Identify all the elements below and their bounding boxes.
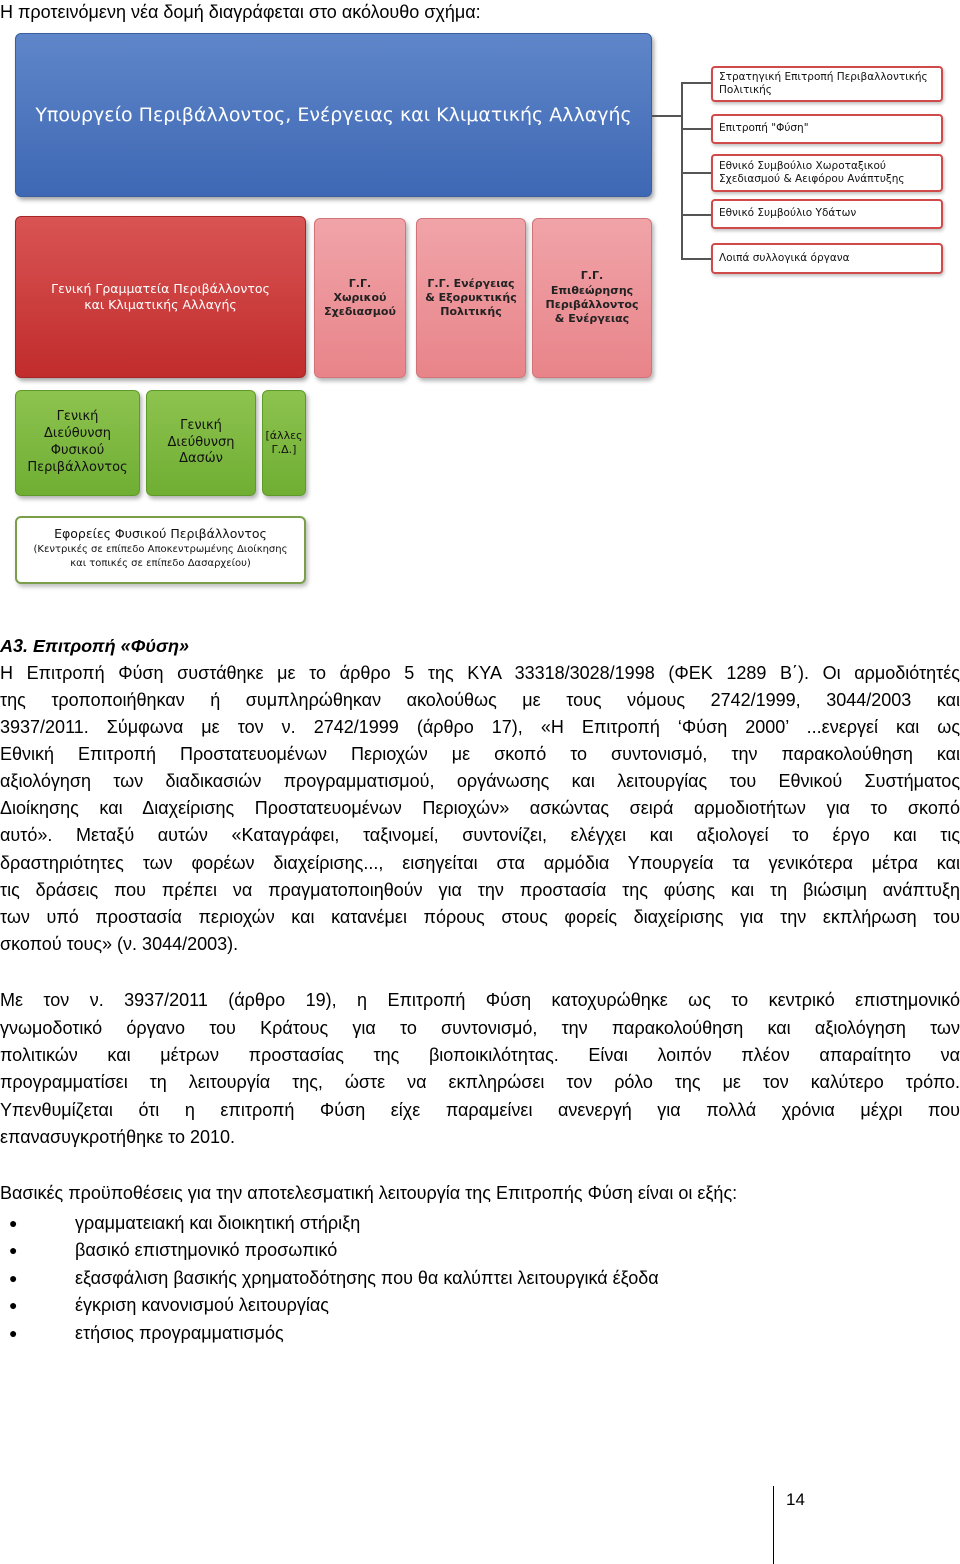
gg-spatial-label: Γ.Γ. Χωρικού Σχεδιασμού (324, 276, 396, 319)
eforeies-box (15, 516, 306, 584)
paragraph-line: Διοίκησης και Διαχείρισης Προστατευομένων Περιοχών» ασκώντας σειρά αρμοδιοτήτων για το σκοπό (0, 798, 960, 818)
paragraph-line: τις δράσεις που πρέπει να πραγματοποιηθούν για την προστασία της φύσης και τη βιώσιμη ανάπτυξη (0, 880, 960, 900)
connector-branch (681, 128, 711, 130)
side-label: Λοιπά συλλογικά όργανα (719, 251, 850, 264)
section-heading: Α3. Επιτροπή «Φύση» (0, 636, 189, 656)
side-box-strategic-committee (711, 66, 943, 102)
eforeies-title: Εφορείες Φυσικού Περιβάλλοντος (54, 526, 267, 541)
paragraph-line: 3937/2011. Σύμφωνα με τον ν. 2742/1999 (άρθρο 17), «Η Επιτροπή ‘Φύση 2000’ ...ενεργεί και ως (0, 717, 960, 737)
side-label: Εθνικό Συμβούλιο Χωροταξικού Σχεδιασμού & Αειφόρου Ανάπτυξης (719, 159, 905, 185)
connector-trunk (681, 82, 683, 258)
ministry-box (15, 33, 652, 197)
paragraph-line: σκοπού τους» (ν. 3044/2003). (0, 934, 239, 954)
paragraph-line: της τροποποιήθηκαν ή συμπληρώθηκαν ακολούθως με τους νόμους 2742/1999, 3044/2003 και (0, 690, 960, 710)
list-item: ● γραμματειακή και διοικητική στήριξη (0, 1210, 659, 1237)
intro-text: Η προτεινόμενη νέα δομή διαγράφεται στο ακόλουθο σχήμα: (0, 2, 481, 22)
list-item: ● βασικό επιστημονικό προσωπικό (0, 1237, 659, 1264)
gg-energy-label: Γ.Γ. Ενέργειας & Εξορυκτικής Πολιτικής (425, 276, 517, 319)
gd-natural-label: Γενική Διεύθυνση Φυσικού Περιβάλλοντος (27, 409, 128, 475)
paragraph-line: Εθνική Επιτροπή Προστατευομένων Περιοχών με σκοπό το συντονισμό, την παρακολούθηση και (0, 744, 960, 764)
list-item: ● ετήσιος προγραμματισμός (0, 1320, 659, 1347)
side-box-spatial-council (711, 154, 943, 192)
side-label: Επιτροπή "Φύση" (719, 122, 809, 135)
eforeies-note: (Κεντρικές σε επίπεδο Αποκεντρωμένης Διοίκησης και τοπικές σε επίπεδο Δασαρχείου) (33, 544, 288, 569)
connector-branch (681, 258, 711, 260)
gd-natural-box (15, 390, 140, 496)
paragraph-3: Βασικές προϋποθέσεις για την αποτελεσματική λειτουργία της Επιτροπής Φύση είναι οι εξής: (0, 1183, 738, 1203)
side-box-fysi-committee (711, 114, 943, 144)
connector-line (652, 115, 681, 117)
other-gd-box (262, 390, 306, 496)
general-secretariat-box (15, 216, 306, 378)
connector-branch (681, 82, 711, 84)
side-box-water-council (711, 199, 943, 229)
side-box-other-bodies (711, 243, 943, 274)
paragraph-line: αξιολόγηση των διαδικασιών προγραμματισμού, οργάνωσης και λειτουργίας του Εθνικού Συστήματος (0, 771, 960, 791)
paragraph-line: Η Επιτροπή Φύση συστάθηκε με το άρθρο 5 της ΚΥΑ 33318/3028/1998 (ΦΕΚ 1289 Β΄). Οι αρμοδιότητές (0, 663, 960, 683)
paragraph-line: αυτό». Μεταξύ αυτών «Καταγράφει, ταξινομεί, συντονίζει, ελέγχει και αξιολογεί το έργο και τις (0, 825, 960, 845)
list-item: ● έγκριση κανονισμού λειτουργίας (0, 1292, 659, 1319)
paragraph-line: Υπενθυμίζεται ότι η επιτροπή Φύση είχε παραμείνει ανενεργή για πολλά χρόνια μέχρι που (0, 1100, 960, 1120)
ministry-label: Υπουργείο Περιβάλλοντος, Ενέργειας και Κλιματικής Αλλαγής (35, 103, 632, 126)
paragraph-line: δραστηριότητες των φορέων διαχείρισης..., εισηγείται στα αρμόδια Υπουργεία τα γενικότερα μέτρα και (0, 853, 960, 873)
paragraph-line: επανασυγκροτήθηκε το 2010. (0, 1127, 236, 1147)
list-item: ● εξασφάλιση βασικής χρηματοδότησης που θα καλύπτει λειτουργικά έξοδα (0, 1265, 659, 1292)
gg-energy-box (416, 218, 526, 378)
paragraph-line: Με τον ν. 3937/2011 (άρθρο 19), η Επιτροπή Φύση κατοχυρώθηκε ως το κεντρικό επιστημονικό (0, 990, 960, 1010)
paragraph-line: πολιτικών και μέτρων προστασίας της βιοποικιλότητας. Είναι λοιπόν πλέον απαραίτητο να (0, 1045, 960, 1065)
side-label: Στρατηγική Επιτροπή Περιβαλλοντικής Πολιτικής (719, 70, 928, 96)
connector-branch (681, 172, 711, 174)
paragraph-line: των υπό προστασία περιοχών και κατανέμει πόρους στους φορείς διαχείρισης για την εκπλήρωση του (0, 907, 960, 927)
page-number-divider (773, 1486, 774, 1564)
other-gd-label: [άλλες Γ.Δ.] (265, 428, 303, 456)
paragraph-line: γνωμοδοτικό όργανο του Κράτους για το συντονισμό, την παρακολούθηση και αξιολόγηση των (0, 1018, 960, 1038)
side-label: Εθνικό Συμβούλιο Υδάτων (719, 207, 857, 220)
gd-forests-box (146, 390, 256, 496)
gd-forests-label: Γενική Διεύθυνση Δασών (167, 417, 235, 467)
connector-branch (681, 214, 711, 216)
page-number: 14 (786, 1490, 805, 1509)
paragraph-line: προγραμματίσει τη λειτουργία της, ώστε να εκπληρώσει τον ρόλο της με τον καλύτερο τρόπο. (0, 1072, 960, 1092)
gg-inspection-label: Γ.Γ. Επιθεώρησης Περιβάλλοντος & Ενέργειας (545, 269, 639, 326)
gg-inspection-box (532, 218, 652, 378)
general-secretariat-label: Γενική Γραμματεία Περιβάλλοντος και Κλιματικής Αλλαγής (51, 280, 270, 312)
gg-spatial-box (314, 218, 406, 378)
requirements-list (0, 1210, 659, 1347)
